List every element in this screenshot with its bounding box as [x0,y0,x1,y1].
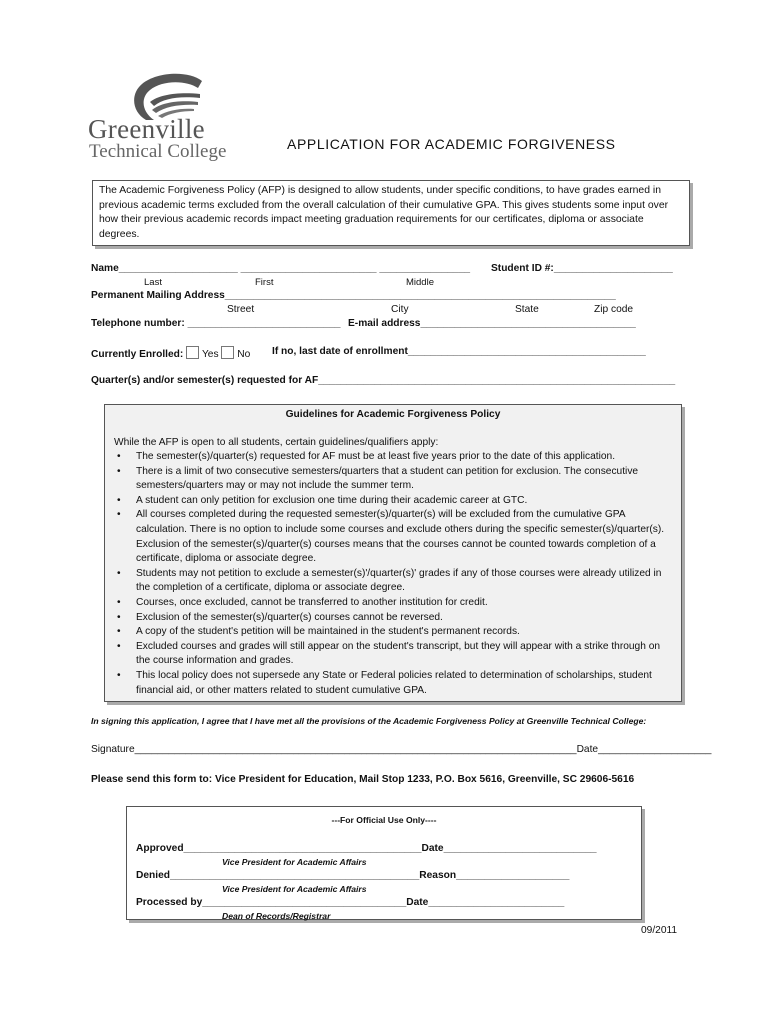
bullet-icon: • [117,465,121,477]
guideline-text: A copy of the student's petition will be maintained in the student's permanent records. [136,626,520,638]
signature-field[interactable]: ______________________________________________________________________________ [134,744,577,755]
student-id-label: Student ID #: [491,263,554,274]
bullet-icon: • [117,509,121,521]
bullet-icon: • [117,494,121,506]
student-id-row [491,263,673,274]
quarters-row [91,375,675,386]
college-logo-name: Greenville [88,114,205,144]
zip-caption: Zip code [594,304,634,315]
processed-label: Processed by [136,897,203,908]
bullet-icon: • [117,611,121,623]
name-label: Name [91,263,119,274]
phone-field[interactable]: ___________________________ [187,318,341,329]
guidelines-list [105,450,676,698]
last-date-row [272,346,646,357]
guideline-text: Courses, once excluded, cannot be transferred to another institution for credit. [136,596,488,608]
guidelines-title: Guidelines for Academic Forgiveness Policy [285,409,501,420]
guideline-item [105,625,676,640]
guideline-text: Excluded courses and grades will still appear on the student's transcript, but they will appear with a strike through on the course information and grades. [136,640,661,667]
quarters-field[interactable]: _______________________________________________________________ [318,375,676,386]
send-to-instructions: Please send this form to: Vice President for Education, Mail Stop 1233, P.O. Box 5616, Greenville, SC 29606-5616 [91,774,635,785]
guideline-item [105,611,676,626]
guideline-text: A student can only petition for exclusion one time during their academic career at GTC. [136,494,528,506]
guideline-item [105,640,676,669]
yes-label: Yes [201,349,219,360]
vp-caption: Vice President for Academic Affairs [222,857,367,867]
name-last-field[interactable]: _____________________ [118,263,238,274]
guideline-item [105,494,676,509]
signature-row [91,744,711,755]
quarters-label: Quarter(s) and/or semester(s) requested for AF [91,375,319,386]
bullet-icon: • [117,451,121,462]
approved-field[interactable]: __________________________________________ [183,843,422,854]
last-caption: Last [144,277,162,288]
address-field[interactable]: _____________________________________________________________________ [224,290,616,301]
enrolled-row [91,346,250,360]
approved-label: Approved [136,843,184,854]
yes-checkbox[interactable] [186,346,199,359]
denied-field[interactable]: ____________________________________________ [169,870,420,881]
guidelines-box [104,404,682,702]
city-caption: City [391,304,409,315]
college-logo [88,72,256,164]
dean-caption: Dean of Records/Registrar [222,911,331,921]
email-label: E-mail address [348,318,421,329]
signature-date-field[interactable]: ____________________ [598,744,712,755]
guidelines-lead: While the AFP is open to all students, certain guidelines/qualifiers apply: [114,437,439,448]
name-middle-field[interactable]: ________________ [379,263,471,274]
email-row [348,318,636,329]
denied-row [136,870,569,881]
vp-caption-2: Vice President for Academic Affairs [222,884,367,894]
approved-row [136,843,597,854]
bullet-icon: • [117,669,121,681]
signature-label: Signature [91,744,135,755]
guideline-item [105,596,676,611]
reason-field[interactable]: ____________________ [456,870,570,881]
guideline-text: This local policy does not supersede any State or Federal policies related to determination of scholarships, student financial aid, or other matters related to student cumulative GPA. [136,669,652,696]
guideline-text: Students may not petition to exclude a semester(s)'/quarter(s)' grades if any of those courses were already utilized in the completion of a certificate, diploma or associate degree. [136,567,662,594]
last-date-field[interactable]: __________________________________________ [407,346,646,357]
middle-caption: Middle [406,277,434,288]
reason-label: Reason [419,870,457,881]
signature-date-label: Date [576,744,599,755]
guideline-item [105,465,676,494]
guideline-item [105,450,676,465]
page-title: APPLICATION FOR ACADEMIC FORGIVENESS [287,136,616,152]
no-checkbox[interactable] [221,346,234,359]
official-use-box [126,806,642,920]
guideline-item [105,567,676,596]
signing-statement: In signing this application, I agree that I have met all the provisions of the Academic Forgiveness Policy at Greenville Technical College: [91,716,647,726]
first-caption: First [255,277,274,288]
processed-date-label: Date [406,897,429,908]
processed-row [136,897,564,908]
official-use-title: ---For Official Use Only---- [331,815,437,825]
name-first-field[interactable]: ________________________ [240,263,377,274]
bullet-icon: • [117,567,121,579]
no-label: No [237,349,251,360]
bullet-icon: • [117,626,121,638]
intro-text: The Academic Forgiveness Policy (AFP) is designed to allow students, under specific conditions, to have grades earned in previous academic terms excluded from the overall calculation of their cumulative GPA. This gives students some input over how their previous academic records impact meeting graduation requirements for our certificates, diploma or associate degrees. [99,185,669,240]
guideline-item [105,508,676,566]
email-field[interactable]: ______________________________________ [420,318,636,329]
bullet-icon: • [117,596,121,608]
processed-date-field[interactable]: ________________________ [428,897,565,908]
guideline-text: There is a limit of two consecutive semesters/quarters that a student can petition for exclusion. The consecutive semesters/quarters may or may not include the summer term. [136,465,639,492]
enrolled-label: Currently Enrolled: [91,349,184,360]
processed-field[interactable]: ____________________________________ [202,897,407,908]
guideline-text: Exclusion of the semester(s)/quarter(s) courses cannot be reversed. [136,611,443,623]
college-logo-subtitle: Technical College [89,141,227,162]
guideline-item [105,669,676,698]
approved-date-label: Date [421,843,444,854]
guideline-text: All courses completed during the requested semester(s)/quarter(s) will be excluded from the cumulative GPA calculation. There is no option to include some courses and exclude others during the specific semester(s)/quarter(s). Exclusion of the semester(s)/quarter(s) courses means that the courses cannot be counted towards completion of a certificate, diploma or associate degree. [136,509,665,565]
address-label: Permanent Mailing Address [91,290,225,301]
student-id-field[interactable]: _____________________ [553,263,673,274]
guideline-text: The semester(s)/quarter(s) requested for AF must be at least five years prior to the date of this application. [136,451,616,462]
bullet-icon: • [117,640,121,652]
intro-box [92,180,690,246]
name-row [91,263,470,274]
street-caption: Street [227,304,255,315]
phone-label: Telephone number: [91,318,185,329]
approved-date-field[interactable]: ___________________________ [443,843,597,854]
denied-label: Denied [136,870,170,881]
last-date-label: If no, last date of enrollment [272,346,408,357]
address-row [91,290,616,301]
state-caption: State [515,304,539,315]
revision-date: 09/2011 [641,925,678,936]
phone-row [91,318,341,329]
